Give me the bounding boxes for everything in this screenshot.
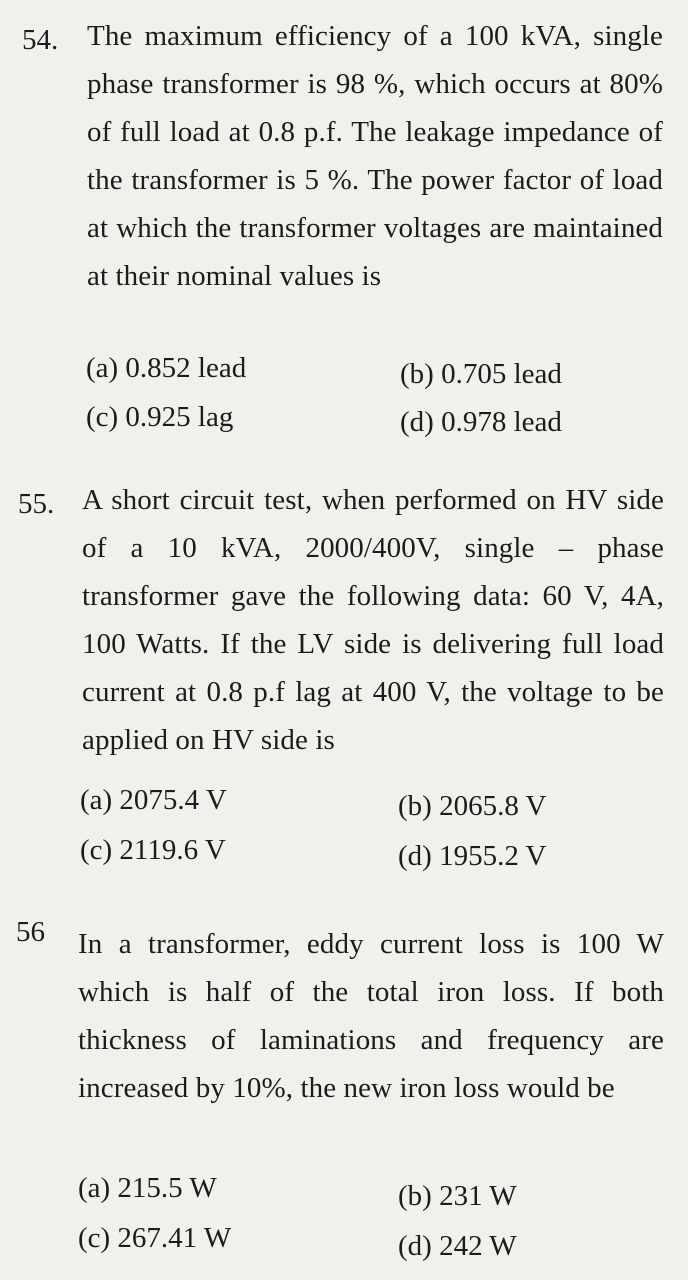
option-d: (d) 242 W bbox=[398, 1230, 517, 1262]
question-stem: A short circuit test, when performed on HV side of a 10 kVA, 2000/400V, single – phase transformer gave the following data: 60 V, 4A, 100 Watts. If the LV side is delivering full load current at 0.8 p.f lag at 400 V, the voltage to be applied on HV side is bbox=[82, 484, 664, 756]
option-c: (c) 267.41 W bbox=[78, 1222, 232, 1254]
option-b: (b) 2065.8 V bbox=[398, 790, 547, 822]
option-d: (d) 0.978 lead bbox=[400, 406, 562, 438]
option-c: (c) 0.925 lag bbox=[86, 401, 234, 433]
option-b: (b) 0.705 lead bbox=[400, 358, 562, 390]
question-number: 54. bbox=[22, 24, 59, 56]
question-number: 56 bbox=[16, 916, 45, 948]
option-b: (b) 231 W bbox=[398, 1180, 517, 1212]
option-a: (a) 215.5 W bbox=[78, 1172, 217, 1204]
question-stem: In a transformer, eddy current loss is 100 W which is half of the total iron loss. If both thickness of laminations and frequency are increased by 10%, the new iron loss would be bbox=[78, 928, 664, 1104]
option-c: (c) 2119.6 V bbox=[80, 834, 226, 866]
question-number: 55. bbox=[18, 488, 55, 520]
option-a: (a) 0.852 lead bbox=[86, 352, 247, 384]
question-stem: The maximum efficiency of a 100 kVA, single phase transformer is 98 %, which occurs at 80% of full load at 0.8 p.f. The leakage impedance of the transformer is 5 %. The power factor of load at which the transformer voltages are maintained at their nominal values is bbox=[87, 20, 663, 292]
option-a: (a) 2075.4 V bbox=[80, 784, 227, 816]
option-d: (d) 1955.2 V bbox=[398, 840, 547, 872]
